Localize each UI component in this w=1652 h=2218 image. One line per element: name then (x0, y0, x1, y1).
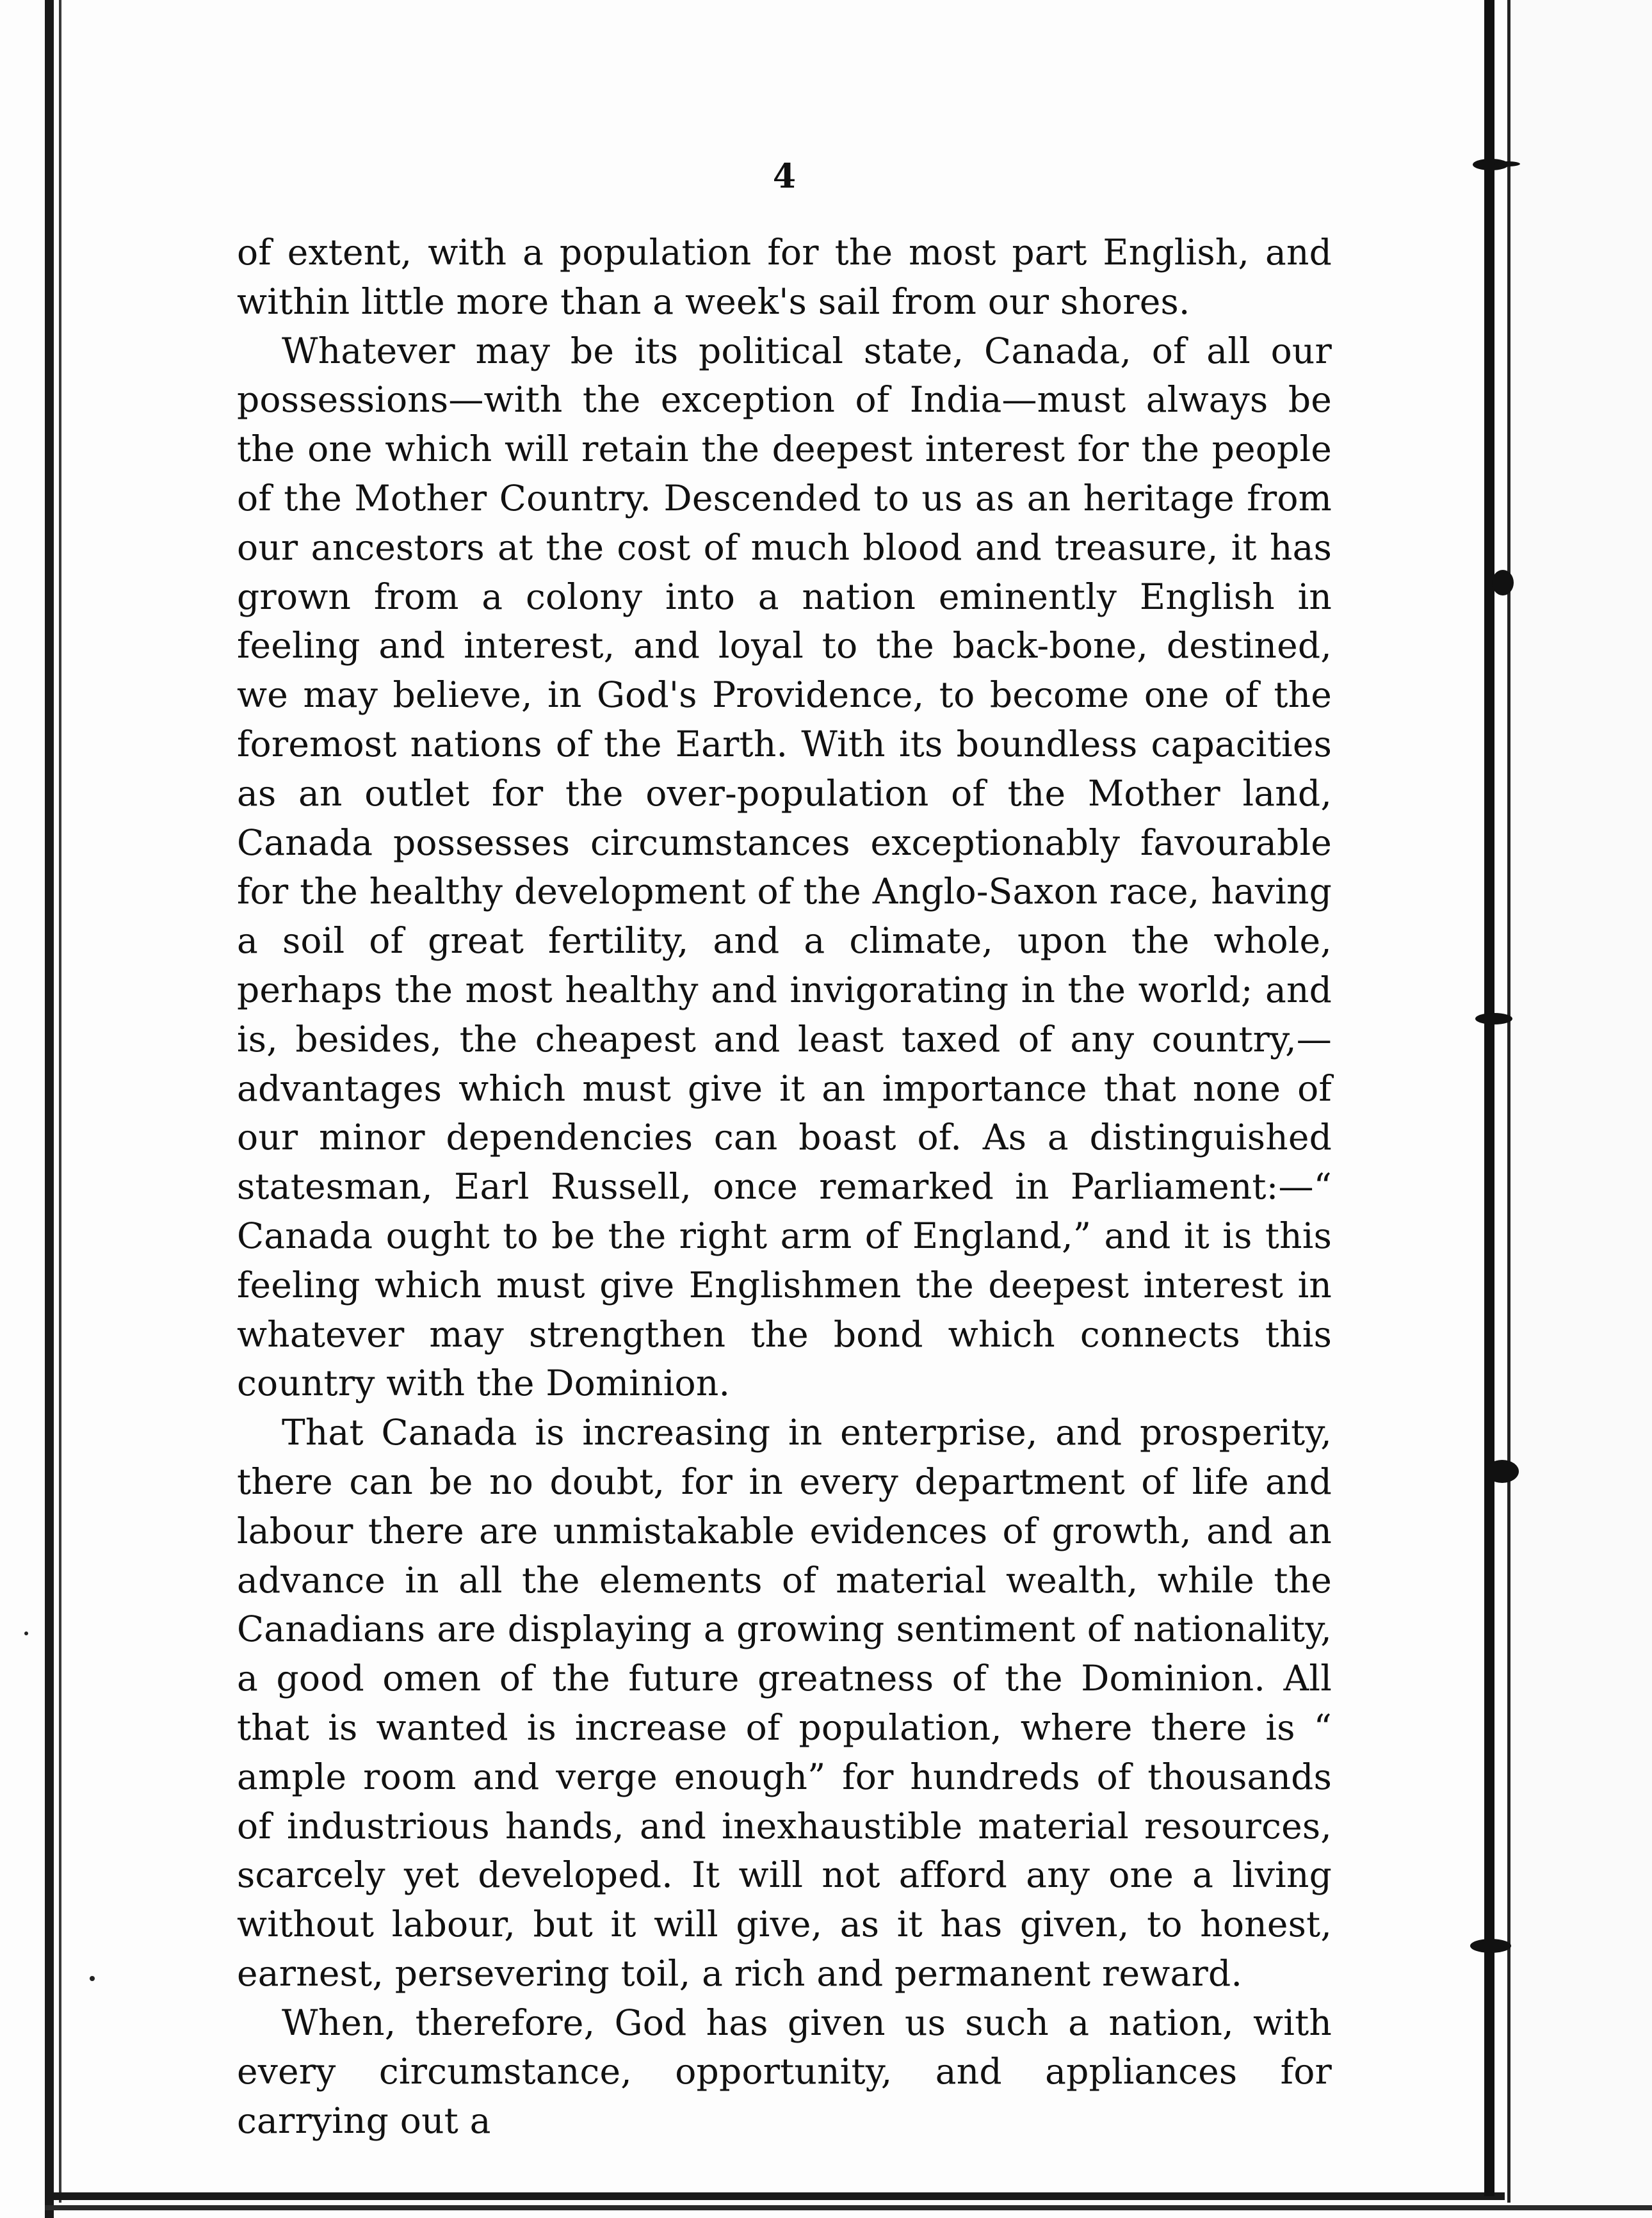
left-binding-line (59, 0, 61, 2203)
right-gutter (1484, 0, 1494, 2196)
binding-thread-mark (1470, 1939, 1511, 1953)
body-text (237, 228, 1332, 2146)
binding-thread-mark (1494, 161, 1520, 166)
paragraph: When, therefore, God has given us such a nation, with every circumstance, opportunity, and appliances for carrying out a (237, 2002, 1332, 2142)
scan-speck (24, 1631, 28, 1635)
binding-thread-mark (1486, 1460, 1519, 1483)
binding-thread-mark (1475, 1013, 1512, 1024)
binding-thread-mark (1492, 570, 1514, 595)
adjacent-page-strip (1510, 0, 1652, 2205)
left-binding-edge (45, 0, 54, 2218)
paragraph: of extent, with a population for the most part English, and within little more than a week's sail from our shores. (237, 232, 1332, 322)
page-number: 4 (772, 157, 797, 196)
bottom-edge-line (45, 2205, 1652, 2210)
paragraph: That Canada is increasing in enterprise, and prosperity, there can be no doubt, for in every department of life and labour there are unmistakable evidences of growth, and an advance in all the elements of material wealth, while the Canadians are displaying a growing sentiment of nationality, a good omen of the future greatness of the Dominion. All that is wanted is increase of population, where there is “ ample room and verge enough” for hundreds of thousands of industrious hands, and inexhaustible material resources, scarcely yet developed. It will not afford any one a living without labour, but it will give, as it has given, to honest, earnest, persevering toil, a rich and permanent reward. (237, 1412, 1332, 1994)
scan-speck (90, 1976, 95, 1981)
paragraph: Whatever may be its political state, Canada, of all our possessions—with the exception of India—must always be the one which will retain the deepest interest for the people of the Mother Country. Descended to us as an heritage from our ancestors at the cost of much blood and treasure, it has grown from a colony into a nation eminently English in feeling and interest, and loyal to the back-bone, destined, we may believe, in God's Providence, to become one of the foremost nations of the Earth. With its boundless capacities as an outlet for the over-population of the Mother land, Canada possesses circumstances exceptionably favourable for the healthy development of the Anglo-Saxon race, having a soil of great fertility, and a climate, upon the whole, perhaps the most healthy and invigorating in the world; and is, besides, the cheapest and least taxed of any country,—advantages which must give it an importance that none of our minor dependencies can boast of. As a distinguished statesman, Earl Russell, once remarked in Parliament:—“ Canada ought to be the right arm of England,” and it is this feeling which must give Englishmen the deepest interest in whatever may strengthen the bond which connects this country with the Dominion. (237, 330, 1332, 1404)
bottom-edge (45, 2192, 1505, 2200)
page-content (237, 154, 1332, 2146)
